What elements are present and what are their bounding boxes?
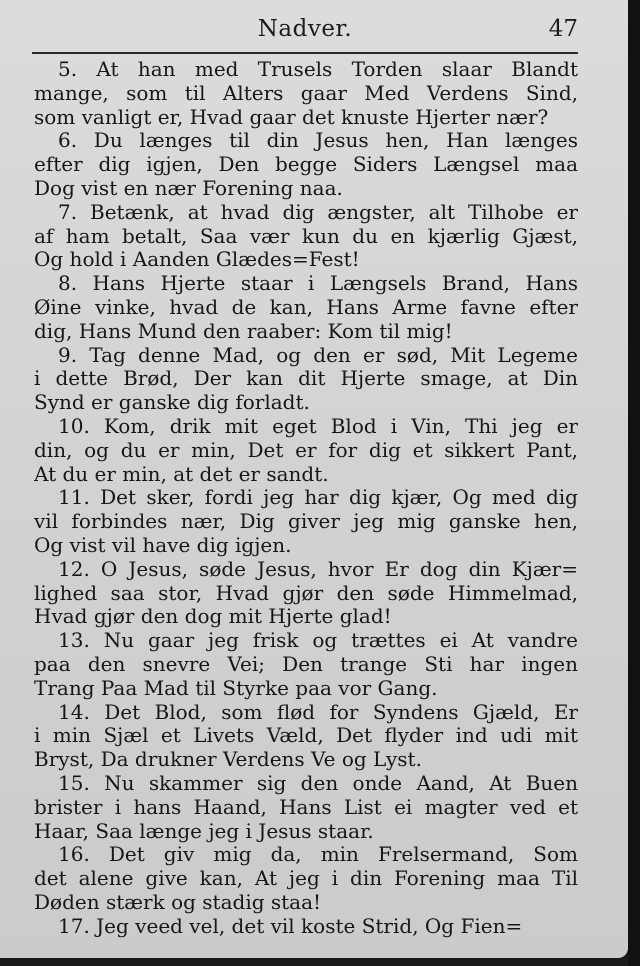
verse: [34, 629, 578, 700]
verse-line: 6. Du længes til din Jesus hen, Han længes: [58, 129, 578, 153]
verse-line: 17. Jeg veed vel, det vil koste Strid, Og Fien=: [58, 914, 523, 938]
verse-line: paa den snevre Vei; Den trange Sti har ingen: [34, 652, 578, 676]
verse: [34, 415, 578, 486]
verse-line: i dette Brød, Der kan dit Hjerte smage, at Din: [34, 367, 578, 391]
verse: [34, 201, 578, 272]
verse-line: 14. Det Blod, som flød for Syndens Gjæld, Er: [58, 700, 578, 724]
verse-line: Haar, Saa længe jeg i Jesus staar.: [34, 819, 374, 843]
verse: [34, 558, 578, 629]
verse-line: efter dig igjen, Den begge Siders Længsel maa: [34, 153, 578, 177]
verse: [34, 772, 578, 843]
verse-line: 11. Det sker, fordi jeg har dig kjær, Og med dig: [58, 486, 578, 510]
verse-line: Trang Paa Mad til Styrke paa vor Gang.: [34, 676, 438, 700]
verse: [34, 58, 578, 129]
verse-line: dig, Hans Mund den raaber: Kom til mig!: [34, 319, 453, 343]
verse-line: Og hold i Aanden Glædes=Fest!: [34, 248, 360, 272]
verse-line: 7. Betænk, at hvad dig ængster, alt Tilhobe er: [58, 200, 578, 224]
verse-line: At du er min, at det er sandt.: [34, 462, 329, 486]
verse-line: Synd er ganske dig forladt.: [34, 391, 310, 415]
verse: [34, 129, 578, 200]
verse-line: 5. At han med Trusels Torden slaar Blandt: [58, 58, 578, 81]
verse-line: Bryst, Da drukner Verdens Ve og Lyst.: [34, 748, 422, 772]
running-title: Nadver.: [257, 16, 353, 42]
verse-line: lighed saa stor, Hvad gjør den søde Himmelmad,: [34, 581, 578, 605]
header-rule: [32, 52, 578, 54]
verse-line: som vanligt er, Hvad gaar det knuste Hjerter nær?: [34, 105, 549, 129]
page-number: 47: [548, 16, 578, 42]
verse-line: vil forbindes nær, Dig giver jeg mig ganske hen,: [34, 510, 578, 534]
verse-line: 15. Nu skammer sig den onde Aand, At Buen: [58, 771, 578, 795]
verse: [34, 701, 578, 772]
verse: [34, 843, 578, 914]
verse-line: 8. Hans Hjerte staar i Længsels Brand, Hans: [58, 272, 578, 296]
verse-line: Hvad gjør den dog mit Hjerte glad!: [34, 605, 392, 629]
verse-line: af ham betalt, Saa vær kun du en kjærlig Gjæst,: [34, 224, 578, 248]
verse-line: i min Sjæl et Livets Væld, Det flyder ind udi mit: [34, 724, 578, 748]
verse-line: 9. Tag denne Mad, og den er sød, Mit Legeme: [58, 343, 578, 367]
verse-line: 10. Kom, drik mit eget Blod i Vin, Thi jeg er: [58, 414, 578, 438]
hymn-text: [34, 58, 578, 938]
verse-line: din, og du er min, Det er for dig et sikkert Pant,: [34, 438, 578, 462]
verse-line: Øine vinke, hvad de kan, Hans Arme favne efter: [34, 295, 578, 319]
verse-line: 13. Nu gaar jeg frisk og trættes ei At vandre: [58, 629, 578, 653]
verse-line: Døden stærk og stadig staa!: [34, 890, 322, 914]
verse-line: det alene give kan, At jeg i din Forening maa Til: [34, 867, 578, 891]
verse-line: brister i hans Haand, Hans List ei magter ved et: [34, 795, 578, 819]
verse-line: Dog vist en nær Forening naa.: [34, 176, 343, 200]
verse-line: 16. Det giv mig da, min Frelsermand, Som: [58, 843, 578, 867]
verse: [34, 272, 578, 343]
verse: [34, 915, 578, 939]
verse-line: Og vist vil have dig igjen.: [34, 533, 292, 557]
page-header: [32, 14, 578, 50]
book-spine-shadow: [628, 0, 640, 966]
verse-line: 12. O Jesus, søde Jesus, hvor Er dog din Kjær=: [58, 557, 578, 581]
verse: [34, 486, 578, 557]
verse: [34, 344, 578, 415]
verse-line: mange, som til Alters gaar Med Verdens Sind,: [34, 81, 578, 105]
